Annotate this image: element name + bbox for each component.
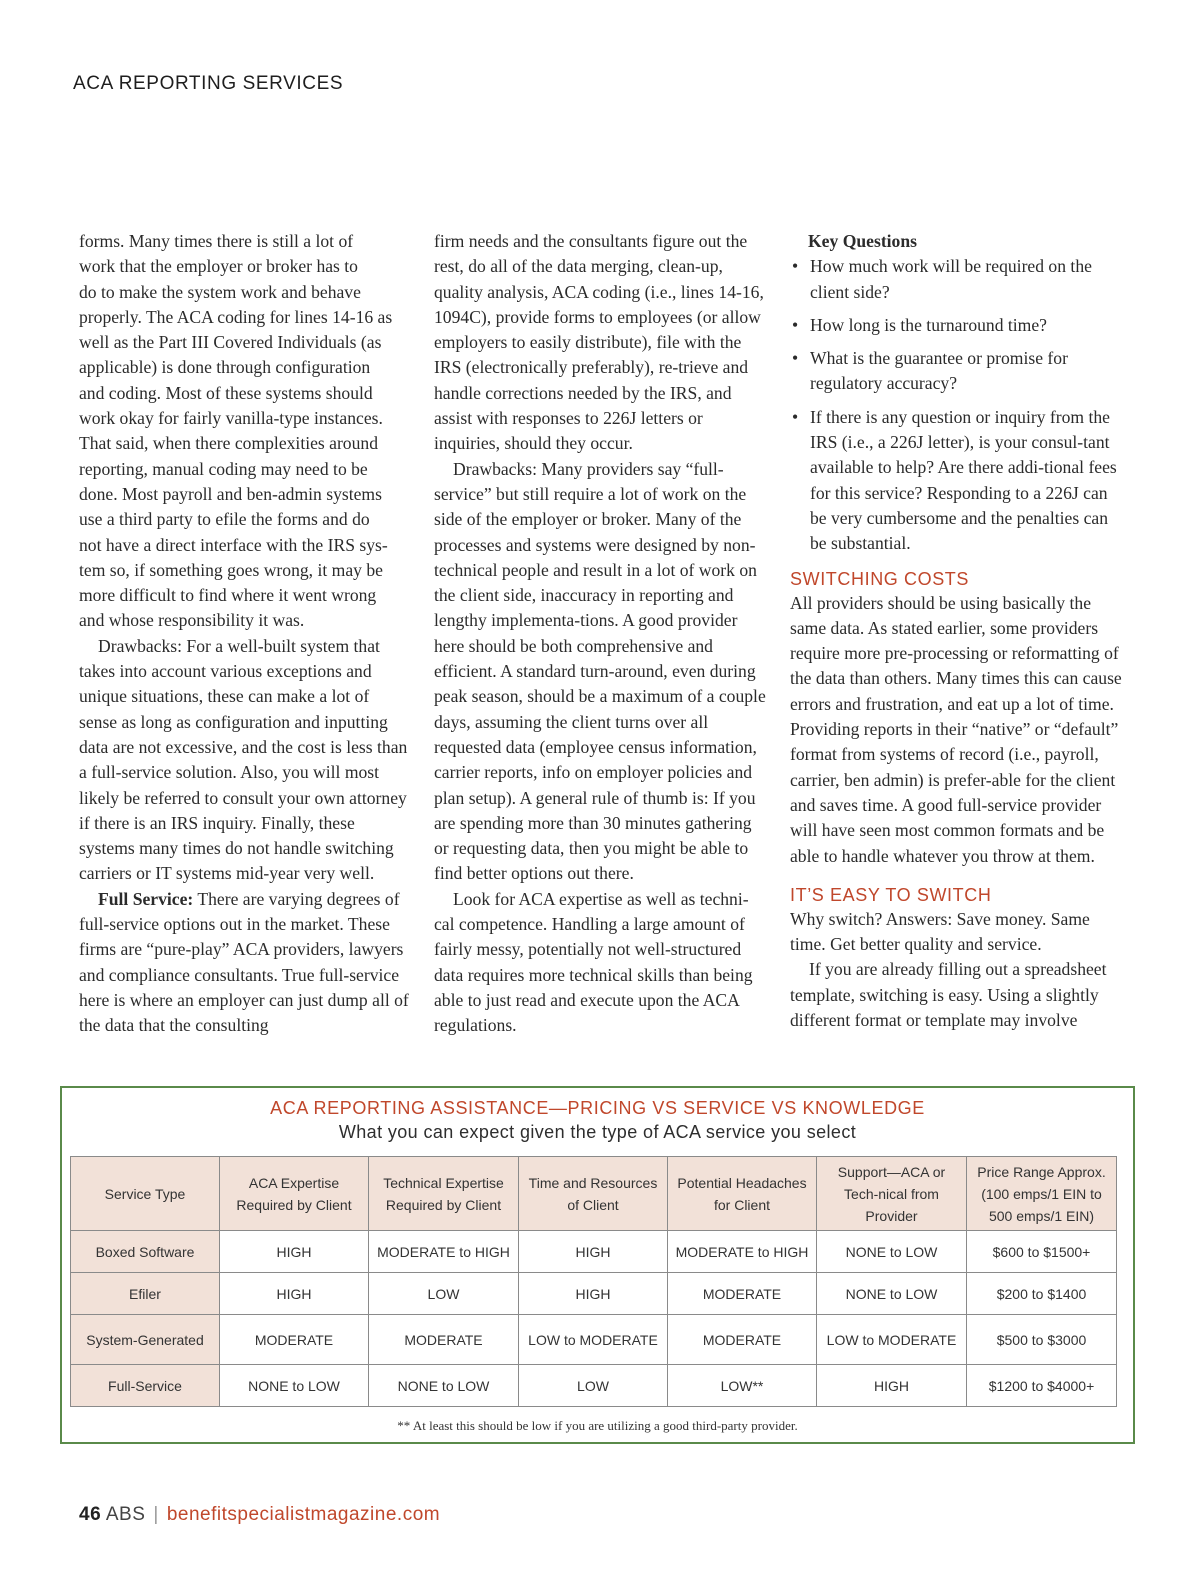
- footer-separator: |: [153, 1504, 159, 1525]
- table-cell: LOW to MODERATE: [817, 1315, 967, 1365]
- table-cell: LOW**: [668, 1365, 817, 1407]
- text-line: done. Most payroll and ben-admin systems: [79, 483, 382, 504]
- text-line: do to make the system work and behave: [79, 281, 361, 302]
- table-cell: $500 to $3000: [967, 1315, 1117, 1365]
- table-cell: LOW to MODERATE: [519, 1315, 668, 1365]
- table-footnote: ** At least this should be low if you are utilizing a good third-party provider.: [397, 1418, 798, 1433]
- section-label: ACA REPORTING SERVICES: [73, 73, 344, 94]
- paragraph-full-service: [79, 887, 409, 1039]
- text-line: more difficult to find where it went wrong: [79, 585, 377, 606]
- key-question-item: • What is the guarantee or promise for regulatory accuracy?: [790, 346, 1125, 397]
- paragraph-switching-costs: All providers should be using basically the same data. As stated earlier, some providers require more pre-processing or reformatting of the data than others. Many times this can cause errors and frustration, and eat up a lot of time. Providing reports in their “native” or “default” format from systems of record (i.e., payroll, carrier, ben admin) is prefer-able for the client and saves time. A good full-service provider will have seen most common formats and be able to handle whatever you throw at them.: [790, 592, 1122, 866]
- column-header: Service Type: [71, 1157, 220, 1231]
- pricing-comparison-box: [60, 1086, 1135, 1444]
- paragraph-consultants: firm needs and the consultants figure out the rest, do all of the data merging, clean-up, quality analysis, ACA coding (i.e., lines 14-16, 1094C), provide forms to employees (or allow employers to easily distribute), file with the IRS (electronically preferably), re-trieve and handle corrections needed by the IRS, and assist with responses to 226J letters or inquiries, should they occur.: [434, 231, 764, 454]
- text-line: applicable) is done through configuration: [79, 357, 371, 378]
- table-cell: HIGH: [220, 1273, 369, 1315]
- key-questions-title: Key Questions: [808, 231, 917, 251]
- table-cell: $200 to $1400: [967, 1273, 1117, 1315]
- paragraph-why-switch: Why switch? Answers: Save money. Same time. Get better quality and service.: [790, 908, 1090, 955]
- text-line: use a third party to efile the forms and do: [79, 509, 370, 530]
- table-cell: MODERATE: [668, 1273, 817, 1315]
- publication-name: ABS: [105, 1504, 146, 1525]
- paragraph-drawbacks-1: Drawbacks: For a well-built system that takes into account various exceptions and unique situations, these can make a lot of sense as long as configuration and inputting data are not excessive, and the cost is less than a full-service solution. Also, you will most likely be referred to consult your own attorney if there is an IRS inquiry. Finally, these systems many times do not handle switching carriers or IT systems mid-year very well.: [79, 635, 408, 884]
- article-column-1: [79, 229, 409, 1039]
- page-number: 46: [79, 1504, 102, 1525]
- text-line: work that the employer or broker has to: [79, 256, 358, 277]
- table-cell: LOW: [519, 1365, 668, 1407]
- key-question-item: • How long is the turnaround time?: [790, 313, 1125, 338]
- paragraph-systems: [79, 229, 409, 634]
- paragraph-expertise: Look for ACA expertise as well as techni-cal competence. Handling a large amount of fairly messy, potentially not well-structured data requires more technical skills than being able to just read and execute upon the ACA regulations.: [434, 888, 753, 1036]
- article-column-3: [790, 229, 1125, 1033]
- full-service-text: There are varying degrees of full-service options out in the market. These firms are “pure-play” ACA providers, lawyers and compliance consultants. True full-service here is where an employer can just dump all of the data that the consulting: [79, 888, 409, 1036]
- table-row: [71, 1231, 1117, 1273]
- row-header: System-Generated: [71, 1315, 220, 1365]
- table-cell: MODERATE: [369, 1315, 519, 1365]
- table-row: [71, 1365, 1117, 1407]
- row-header: Full-Service: [71, 1365, 220, 1407]
- table-cell: NONE to LOW: [817, 1273, 967, 1315]
- text-line: work okay for fairly vanilla-type instances.: [79, 408, 383, 429]
- table-header-row: [71, 1157, 1117, 1231]
- table-row: [71, 1315, 1117, 1365]
- key-question-item: • If there is any question or inquiry from the IRS (i.e., a 226J letter), is your consul-tant available to help? Are there addi-tional fees for this service? Responding to a 226J can be very cumbersome and the penalties can be substantial.: [790, 405, 1125, 557]
- full-service-lead: Full Service:: [98, 888, 194, 909]
- page-footer: [79, 1504, 440, 1526]
- table-cell: MODERATE: [668, 1315, 817, 1365]
- text-line: forms. Many times there is still a lot of: [79, 231, 354, 251]
- text-line: tem so, if something goes wrong, it may be: [79, 559, 383, 580]
- text-line: reporting, manual coding may need to be: [79, 458, 368, 479]
- article-column-2: [434, 229, 766, 1039]
- table-cell: LOW: [369, 1273, 519, 1315]
- paragraph-spreadsheet: If you are already filling out a spreadsheet template, switching is easy. Using a slightly different format or template may involve: [790, 959, 1107, 1031]
- table-cell: HIGH: [519, 1231, 668, 1273]
- table-cell: NONE to LOW: [369, 1365, 519, 1407]
- table-cell: $1200 to $4000+: [967, 1365, 1117, 1407]
- table-cell: NONE to LOW: [220, 1365, 369, 1407]
- column-header: Price Range Approx. (100 emps/1 EIN to 500 emps/1 EIN): [967, 1157, 1117, 1231]
- table-cell: MODERATE to HIGH: [369, 1231, 519, 1273]
- text-line: and coding. Most of these systems should: [79, 382, 373, 403]
- text-line: That said, when there complexities around: [79, 433, 378, 454]
- table-cell: HIGH: [220, 1231, 369, 1273]
- text-line: well as the Part III Covered Individuals (as: [79, 332, 382, 353]
- row-header: Efiler: [71, 1273, 220, 1315]
- column-header: Time and Resources of Client: [519, 1157, 668, 1231]
- table-cell: MODERATE to HIGH: [668, 1231, 817, 1273]
- row-header: Boxed Software: [71, 1231, 220, 1273]
- table-cell: HIGH: [817, 1365, 967, 1407]
- table-cell: HIGH: [519, 1273, 668, 1315]
- paragraph-drawbacks-2: Drawbacks: Many providers say “full-service” but still require a lot of work on the side of the employer or broker. Many of the processes and systems were designed by non-technical people and result in a lot of work on the client side, inaccuracy in reporting and lengthy implementa-tions. A good provider here should be both comprehensive and efficient. A standard turn-around, even during peak season, should be a maximum of a couple days, assuming the client turns over all requested data (employee census information, carrier reports, info on employer policies and plan setup). A general rule of thumb is: If you are spending more than 30 minutes gathering or requesting data, then you might be able to find better options out there.: [434, 458, 766, 884]
- easy-switch-heading: IT’S EASY TO SWITCH: [790, 884, 992, 905]
- text-line: and whose responsibility it was.: [79, 610, 305, 631]
- website-link[interactable]: benefitspecialistmagazine.com: [166, 1504, 441, 1525]
- column-header: Support—ACA or Tech-nical from Provider: [817, 1157, 967, 1231]
- column-header: ACA Expertise Required by Client: [220, 1157, 369, 1231]
- switching-costs-heading: SWITCHING COSTS: [790, 568, 969, 589]
- table-cell: $600 to $1500+: [967, 1231, 1117, 1273]
- table-cell: MODERATE: [220, 1315, 369, 1365]
- pricing-table: [70, 1156, 1117, 1407]
- table-row: [71, 1273, 1117, 1315]
- table-subtitle: What you can expect given the type of ACA service you select: [338, 1122, 857, 1142]
- text-line: not have a direct interface with the IRS sys-: [79, 534, 388, 555]
- key-question-item: • How much work will be required on the client side?: [790, 254, 1125, 305]
- table-title: ACA REPORTING ASSISTANCE—PRICING VS SERVICE VS KNOWLEDGE: [270, 1098, 925, 1118]
- text-line: properly. The ACA coding for lines 14-16 as: [79, 306, 393, 327]
- column-header: Technical Expertise Required by Client: [369, 1157, 519, 1231]
- table-cell: NONE to LOW: [817, 1231, 967, 1273]
- column-header: Potential Headaches for Client: [668, 1157, 817, 1231]
- key-questions-list: [790, 254, 1125, 556]
